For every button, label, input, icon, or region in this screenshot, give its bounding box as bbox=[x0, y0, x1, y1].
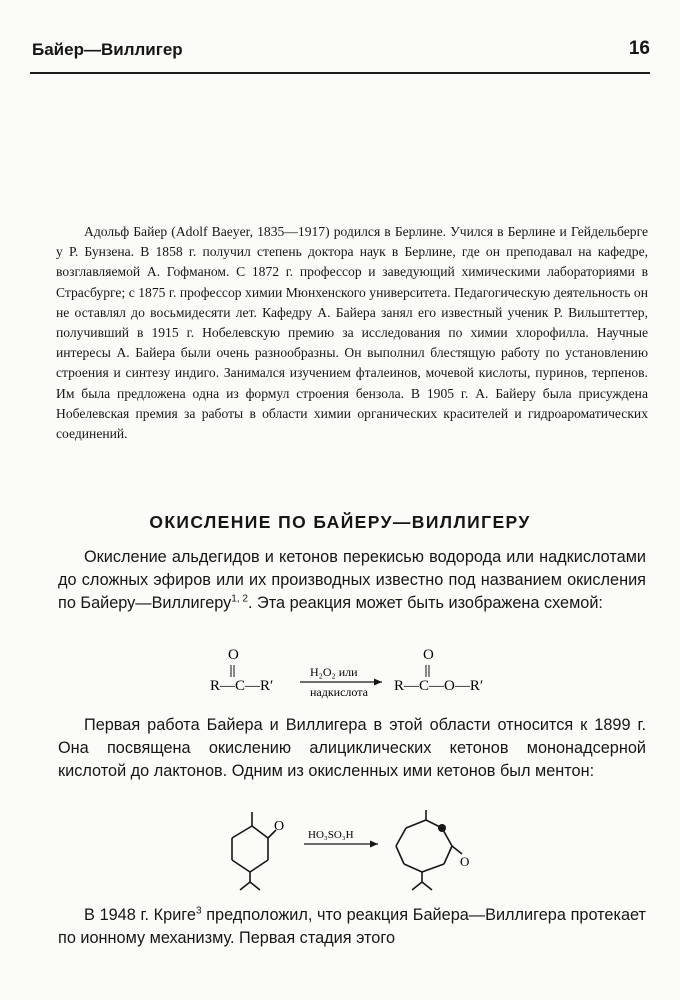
intro-text-end: . Эта реакция может быть изображена схемой: bbox=[247, 594, 603, 612]
reference-mark: 3 bbox=[195, 905, 202, 917]
page-number: 16 bbox=[628, 38, 650, 59]
reaction-arrow-head-2 bbox=[370, 841, 378, 848]
history-paragraph: Первая работа Байера и Виллигера в этой области относится к 1899 г. Она посвящена окислению алициклических кетонов мононадсерной кислотой до лактонов. Одним из окисленных ими кетонов был ментон: bbox=[58, 716, 646, 780]
lactone-structure bbox=[396, 810, 462, 890]
intro-text: Окисление альдегидов и кетонов перекисью водорода или надкислотами до сложных эфиров или их производных известно под названием окисления по Байеру—Виллигеру bbox=[58, 548, 646, 612]
page-header bbox=[30, 38, 650, 74]
reactant-formula: R—C—R′ bbox=[210, 678, 274, 694]
reaction-arrow-head bbox=[374, 679, 382, 686]
menthone-structure bbox=[232, 812, 276, 890]
product-carbonyl-oxygen: O bbox=[423, 647, 434, 663]
menthone-carbonyl-oxygen: O bbox=[274, 819, 285, 834]
mechanism-paragraph bbox=[58, 904, 646, 950]
reagent-top: H₂O₂ или bbox=[310, 665, 358, 679]
reactant-carbonyl-oxygen: O bbox=[228, 647, 239, 663]
oxidation-reagent: HO₃SO₃H bbox=[308, 829, 354, 841]
intro-paragraph bbox=[58, 546, 646, 615]
lactone-carbonyl-oxygen: O bbox=[460, 854, 470, 869]
mechanism-text: В 1948 г. Криге bbox=[84, 906, 196, 924]
reagent-bottom: надкислота bbox=[310, 685, 368, 699]
mechanism-text-end: предположил, что реакция Байера—Виллигера протекает по ионному механизму. Первая стадия этого bbox=[58, 906, 646, 947]
reaction-scheme-general bbox=[200, 644, 520, 700]
biography-paragraph: Адольф Байер (Adolf Baeyer, 1835—1917) родился в Берлине. Учился в Берлине и Гейдельберге у Р. Бунзена. В 1858 г. получил степень доктора наук в Берлине, где он преподавал на кафедре, возглавляемой А. Гофманом. С 1872 г. профессор и заведующий химическими лабораториями в Страсбурге; с 1875 г. профессор химии Мюнхенского университета. Педагогическую деятельность он не оставлял до восьмидесяти лет. Кафедру А. Байера занял его известный ученик Р. Вильштеттер, получивший в 1915 г. Нобелевскую премию за исследования по химии хлорофилла. Научные интересы А. Байера были очень разнообразны. Он выполнил блестящую работу по установлению строения и синтезу индиго. Занимался изучением фталеинов, мочевой кислоты, пуринов, терпенов. Им была предложена одна из формул строения бензола. В 1905 г. А. Байеру была присуждена Нобелевская премия за работы в области химии органических красителей и гидроароматических соединений. bbox=[56, 224, 648, 442]
section-title: ОКИСЛЕНИЕ ПО БАЙЕРУ—ВИЛЛИГЕРУ bbox=[149, 512, 531, 532]
menthone-oxidation-scheme bbox=[212, 806, 482, 902]
running-title: Байер—Виллигер bbox=[32, 40, 183, 59]
product-formula: R—C—O—R′ bbox=[394, 678, 484, 694]
ring-oxygen-atom bbox=[438, 824, 446, 832]
reference-marks: 1, 2 bbox=[231, 593, 248, 605]
